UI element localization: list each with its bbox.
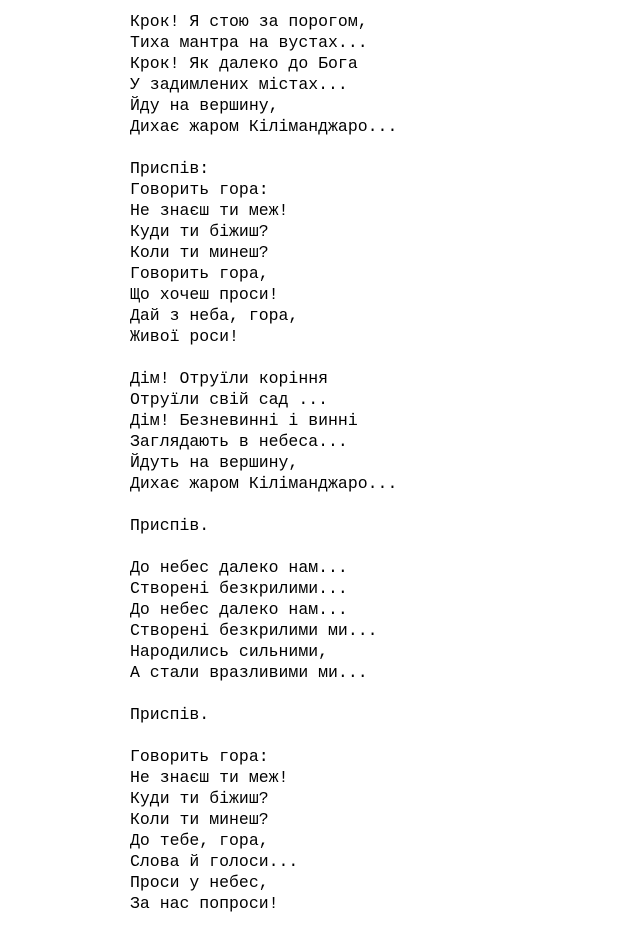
lyric-line: За нас попроси!: [130, 894, 279, 913]
lyric-line: Тиха мантра на вустах...: [130, 33, 368, 52]
lyric-line: Говорить гора,: [130, 264, 269, 283]
verse-2: [130, 368, 630, 494]
lyric-line: Йду на вершину,: [130, 96, 279, 115]
lyric-line: Йдуть на вершину,: [130, 453, 299, 472]
lyric-line: Коли ти минеш?: [130, 810, 269, 829]
lyric-line: Дай з неба, гора,: [130, 306, 299, 325]
lyric-line: Крок! Як далеко до Бога: [130, 54, 358, 73]
lyric-line: Куди ти біжиш?: [130, 789, 269, 808]
lyric-line: Слова й голоси...: [130, 852, 299, 871]
lyric-line: Коли ти минеш?: [130, 243, 269, 262]
chorus-heading: Приспів:: [130, 159, 210, 178]
bridge: [130, 557, 630, 683]
chorus-marker-2: [130, 704, 630, 725]
lyric-line: Говорить гора:: [130, 180, 269, 199]
lyric-line: Говорить гора:: [130, 747, 269, 766]
lyric-line: Отруїли свій сад ...: [130, 390, 329, 409]
lyric-line: Дім! Безневинні і винні: [130, 411, 358, 430]
lyric-line: У задимлених містах...: [130, 75, 348, 94]
lyric-line: Народились сильними,: [130, 642, 329, 661]
chorus: [130, 158, 630, 347]
lyrics-page: [130, 11, 630, 935]
lyric-line: Живої роси!: [130, 327, 239, 346]
lyric-line: До небес далеко нам...: [130, 600, 348, 619]
lyric-line: До тебе, гора,: [130, 831, 269, 850]
lyric-line: Дихає жаром Кіліманджаро...: [130, 474, 398, 493]
lyric-line: Не знаєш ти меж!: [130, 201, 289, 220]
lyric-line: До небес далеко нам...: [130, 558, 348, 577]
lyric-line: Створені безкрилими...: [130, 579, 348, 598]
chorus-reference: Приспів.: [130, 516, 210, 535]
verse-1: [130, 11, 630, 137]
lyric-line: Крок! Я стою за порогом,: [130, 12, 368, 31]
lyric-line: Не знаєш ти меж!: [130, 768, 289, 787]
lyric-line: Куди ти біжиш?: [130, 222, 269, 241]
final-chorus: [130, 746, 630, 914]
chorus-marker-1: [130, 515, 630, 536]
lyric-line: Що хочеш проси!: [130, 285, 279, 304]
lyric-line: Заглядають в небеса...: [130, 432, 348, 451]
lyric-line: Створені безкрилими ми...: [130, 621, 378, 640]
lyric-line: А стали вразливими ми...: [130, 663, 368, 682]
lyric-line: Дім! Отруїли коріння: [130, 369, 329, 388]
lyric-line: Дихає жаром Кіліманджаро...: [130, 117, 398, 136]
lyric-line: Проси у небес,: [130, 873, 269, 892]
chorus-reference: Приспів.: [130, 705, 210, 724]
